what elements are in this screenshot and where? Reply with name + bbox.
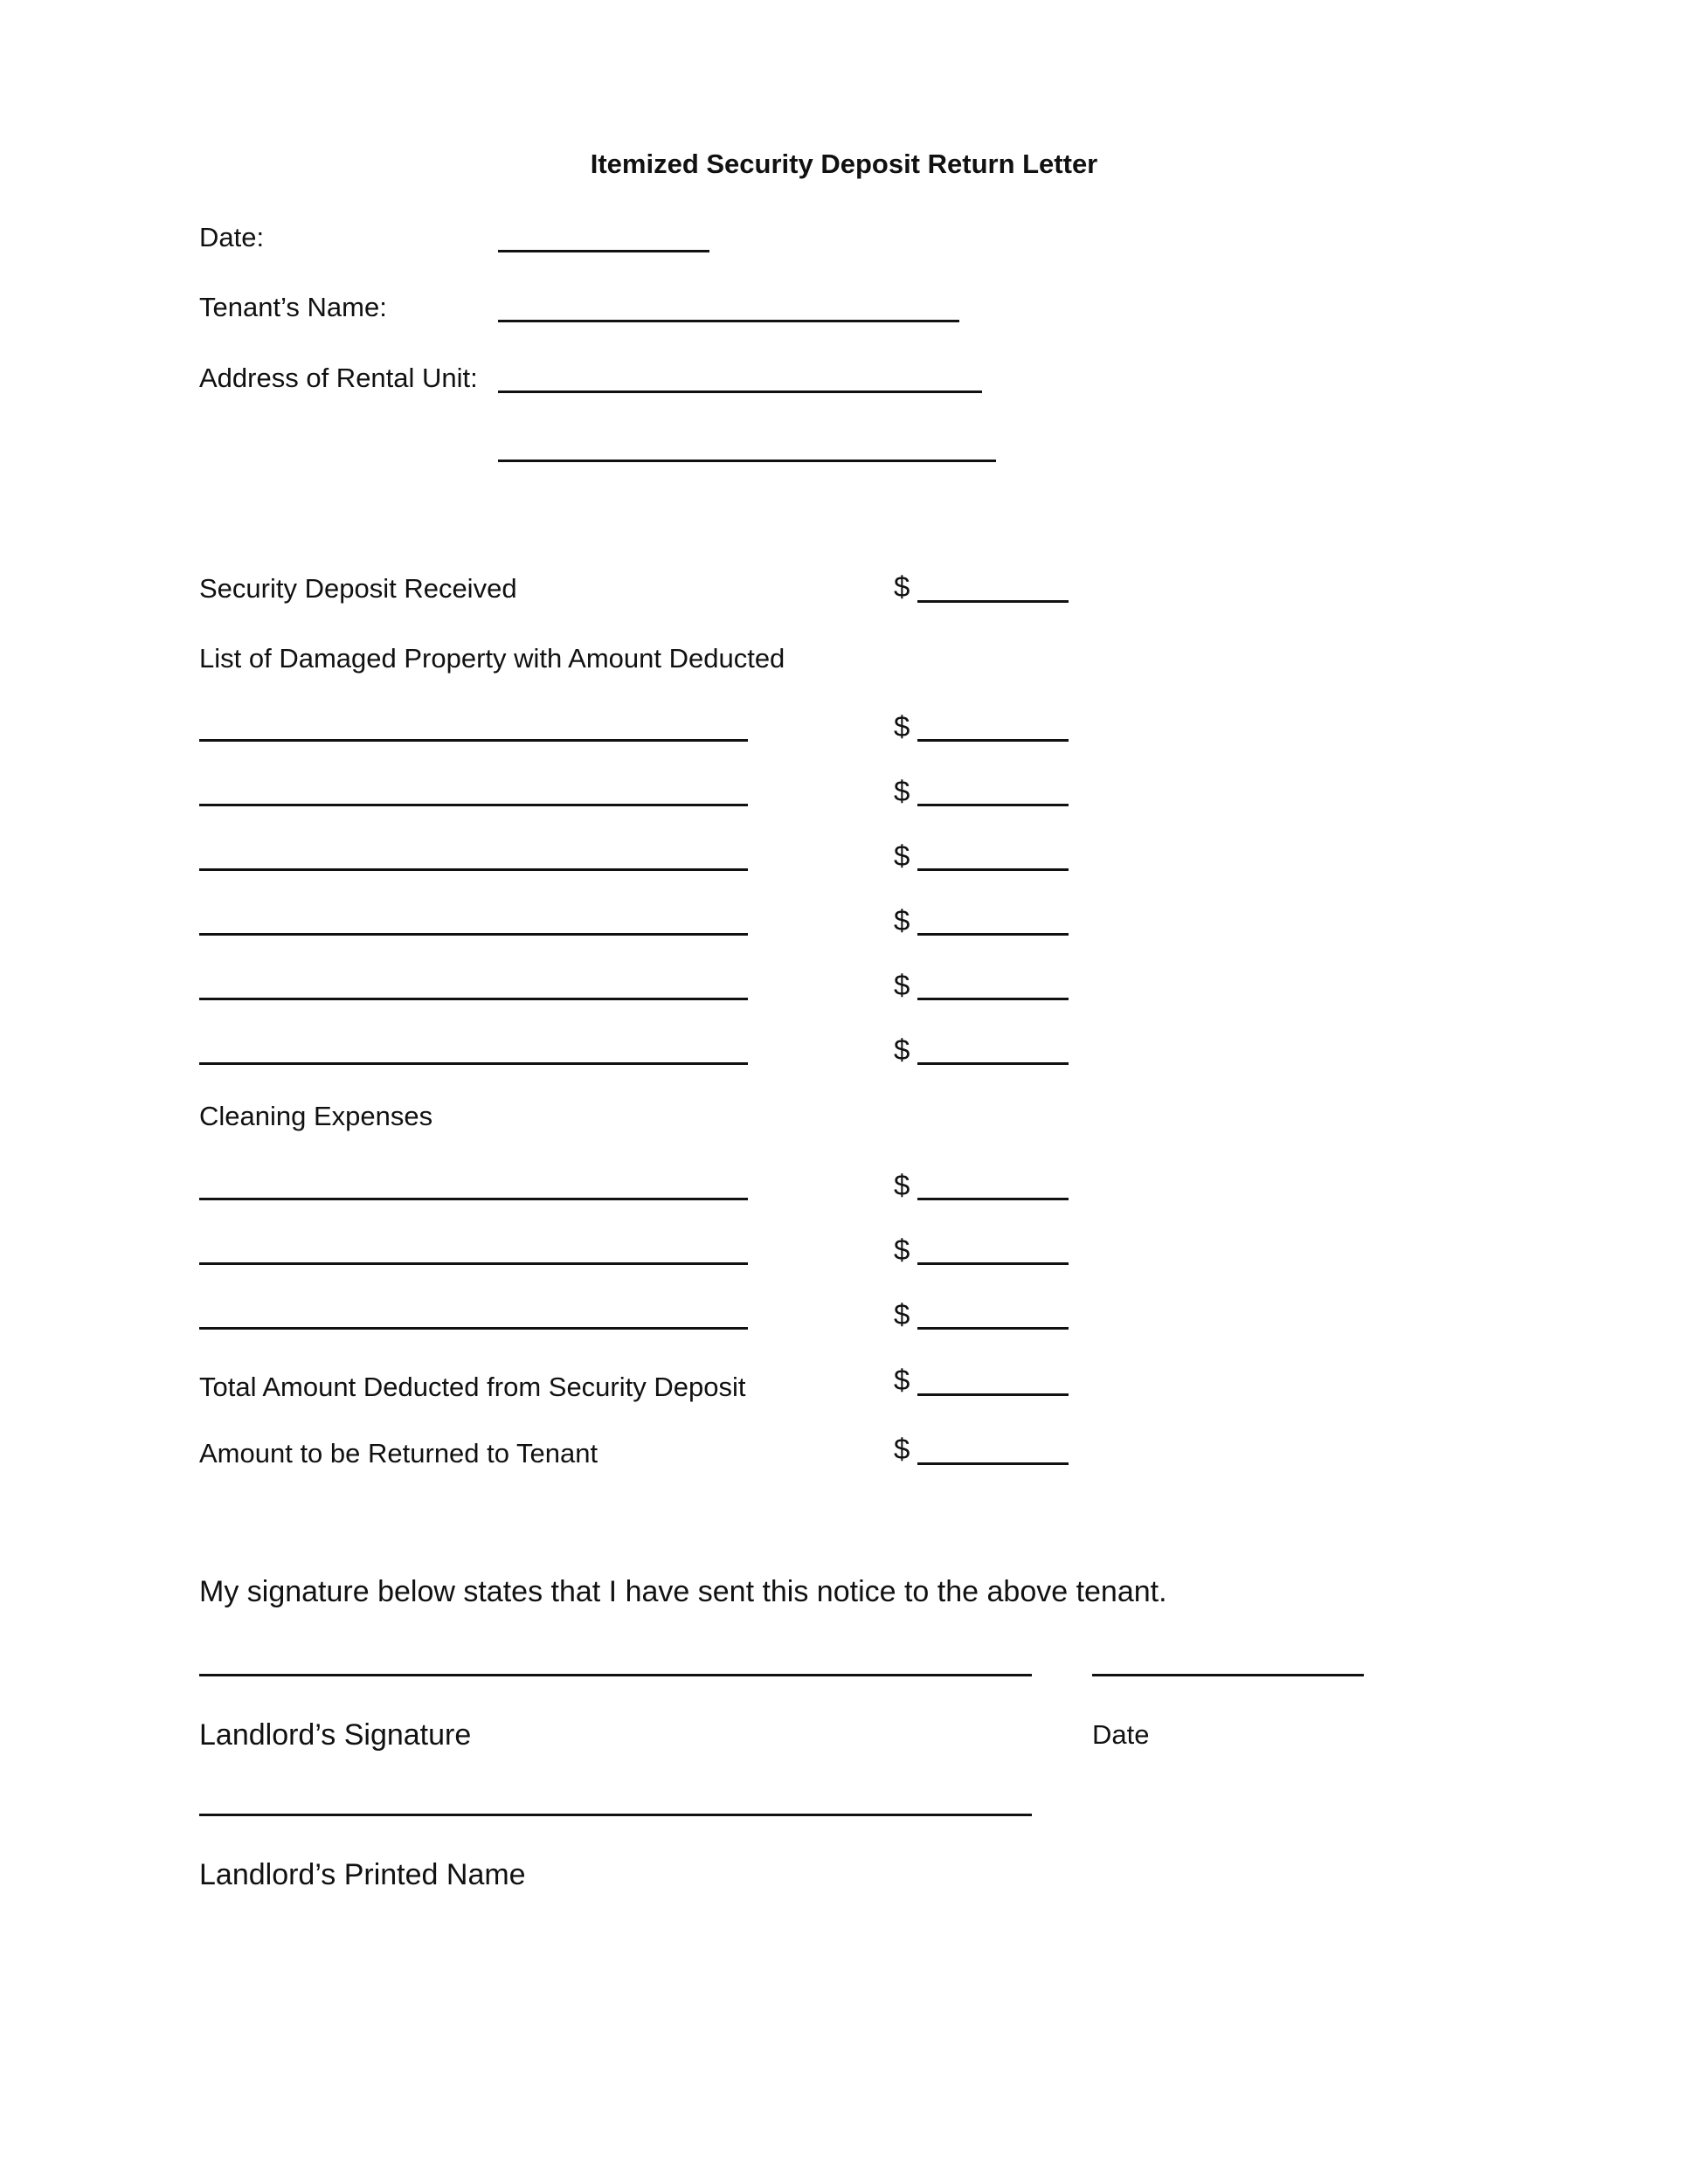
dollar-sign: $ bbox=[894, 775, 910, 807]
address-field-line-1[interactable] bbox=[498, 390, 982, 393]
landlord-printed-name-field[interactable] bbox=[199, 1814, 1032, 1816]
dollar-sign: $ bbox=[894, 1033, 910, 1066]
dollar-sign: $ bbox=[894, 840, 910, 872]
dollar-sign: $ bbox=[894, 969, 910, 1001]
tenant-name-field[interactable] bbox=[498, 320, 959, 322]
cleaning-item-amount-field[interactable] bbox=[917, 1327, 1069, 1330]
cleaning-item-amount-field[interactable] bbox=[917, 1262, 1069, 1265]
cleaning-item-description-field[interactable] bbox=[199, 1198, 748, 1200]
damaged-item-description-field[interactable] bbox=[199, 804, 748, 806]
amount-returned-label: Amount to be Returned to Tenant bbox=[199, 1438, 598, 1469]
damaged-item-amount-field[interactable] bbox=[917, 933, 1069, 936]
signature-date-field[interactable] bbox=[1092, 1674, 1364, 1676]
damaged-item-description-field[interactable] bbox=[199, 1062, 748, 1065]
dollar-sign: $ bbox=[894, 1298, 910, 1330]
signature-date-label: Date bbox=[1092, 1719, 1150, 1750]
dollar-sign: $ bbox=[894, 1234, 910, 1266]
cleaning-item-description-field[interactable] bbox=[199, 1327, 748, 1330]
landlord-signature-field[interactable] bbox=[199, 1674, 1032, 1676]
damaged-item-description-field[interactable] bbox=[199, 933, 748, 936]
dollar-sign: $ bbox=[894, 904, 910, 936]
cleaning-expenses-header: Cleaning Expenses bbox=[199, 1101, 433, 1131]
tenant-name-label: Tenant’s Name: bbox=[199, 292, 387, 322]
dollar-sign: $ bbox=[894, 570, 910, 603]
damaged-item-amount-field[interactable] bbox=[917, 868, 1069, 871]
damaged-item-description-field[interactable] bbox=[199, 998, 748, 1000]
damaged-item-description-field[interactable] bbox=[199, 868, 748, 871]
dollar-sign: $ bbox=[894, 1169, 910, 1201]
landlord-signature-label: Landlord’s Signature bbox=[199, 1718, 472, 1752]
dollar-sign: $ bbox=[894, 710, 910, 743]
security-deposit-label: Security Deposit Received bbox=[199, 573, 517, 604]
dollar-sign: $ bbox=[894, 1364, 910, 1396]
total-deducted-amount-field[interactable] bbox=[917, 1393, 1069, 1396]
cleaning-item-description-field[interactable] bbox=[199, 1262, 748, 1265]
landlord-printed-name-label: Landlord’s Printed Name bbox=[199, 1858, 526, 1891]
dollar-sign: $ bbox=[894, 1433, 910, 1465]
document-title: Itemized Security Deposit Return Letter bbox=[590, 149, 1098, 179]
address-label: Address of Rental Unit: bbox=[199, 363, 478, 393]
amount-returned-field[interactable] bbox=[917, 1462, 1069, 1465]
damaged-item-description-field[interactable] bbox=[199, 739, 748, 742]
security-deposit-amount-field[interactable] bbox=[917, 600, 1069, 603]
date-field[interactable] bbox=[498, 250, 709, 252]
damaged-item-amount-field[interactable] bbox=[917, 998, 1069, 1000]
damaged-property-header: List of Damaged Property with Amount Deducted bbox=[199, 643, 785, 674]
total-deducted-label: Total Amount Deducted from Security Deposit bbox=[199, 1372, 746, 1402]
address-field-line-2[interactable] bbox=[498, 460, 996, 462]
date-label: Date: bbox=[199, 222, 265, 252]
signature-statement: My signature below states that I have sent this notice to the above tenant. bbox=[199, 1575, 1167, 1608]
damaged-item-amount-field[interactable] bbox=[917, 804, 1069, 806]
cleaning-item-amount-field[interactable] bbox=[917, 1198, 1069, 1200]
damaged-item-amount-field[interactable] bbox=[917, 1062, 1069, 1065]
damaged-item-amount-field[interactable] bbox=[917, 739, 1069, 742]
